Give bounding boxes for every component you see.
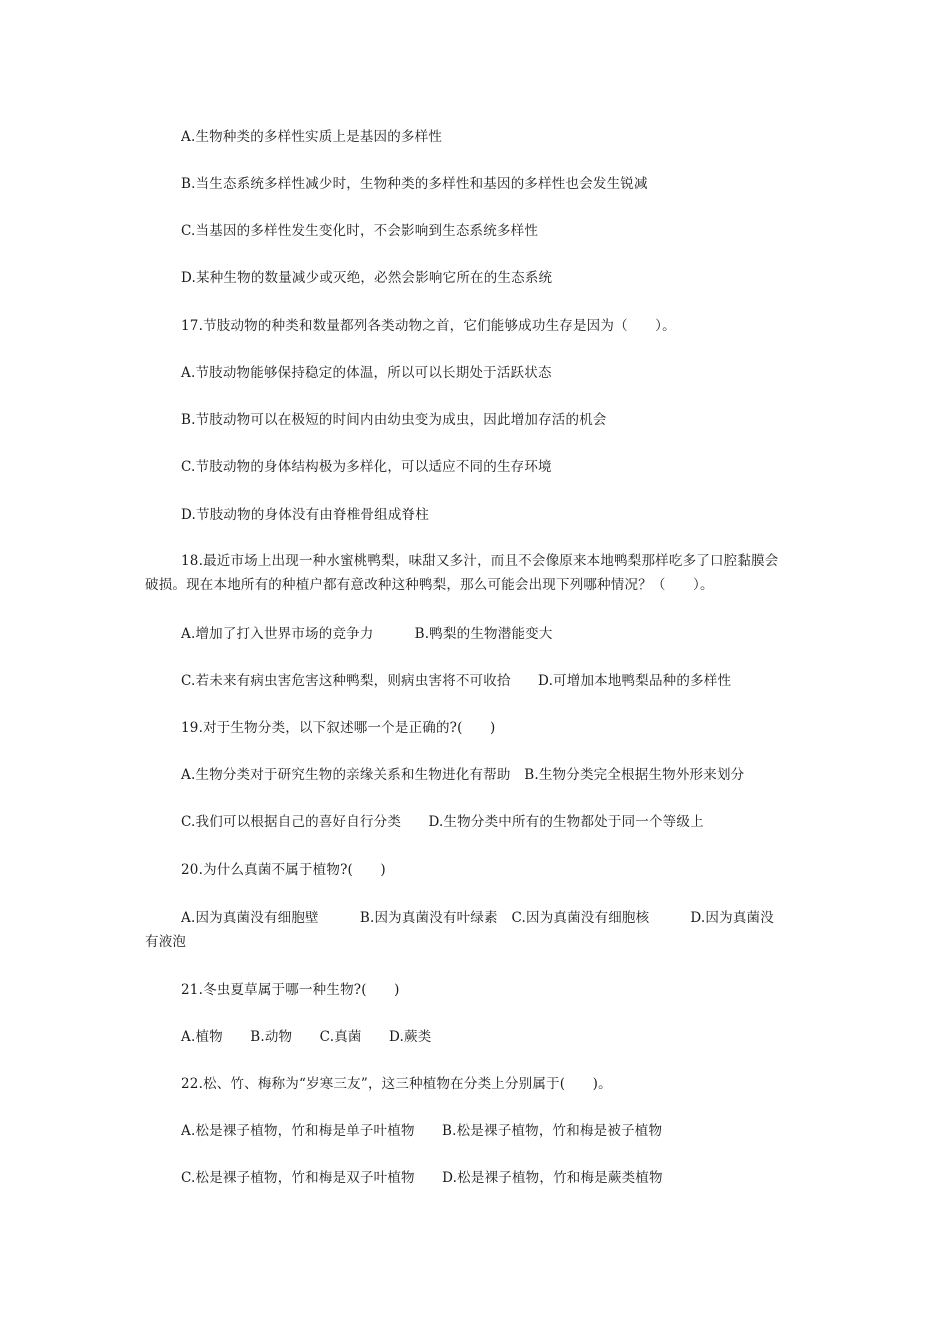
q18-question-line1: 18.最近市场上出现一种水蜜桃鸭梨，味甜又多汁，而且不会像原来本地鸭梨那样吃多了口腔黏膜会: [181, 553, 779, 569]
q21-options: A.植物 B.动物 C.真菌 D.蕨类: [181, 1029, 432, 1045]
q19-options-ab: A.生物分类对于研究生物的亲缘关系和生物进化有帮助 B.生物分类完全根据生物外形来划分: [181, 767, 745, 783]
q16-option-d: D.某种生物的数量减少或灭绝，必然会影响它所在的生态系统: [181, 270, 553, 286]
q18-options-ab: A.增加了打入世界市场的竞争力 B.鸭梨的生物潜能变大: [181, 626, 553, 642]
q16-option-b: B.当生态系统多样性减少时，生物种类的多样性和基因的多样性也会发生锐减: [181, 176, 648, 192]
q18-options-cd: C.若未来有病虫害危害这种鸭梨，则病虫害将不可收拾 D.可增加本地鸭梨品种的多样性: [181, 673, 732, 689]
q19-options-cd: C.我们可以根据自己的喜好自行分类 D.生物分类中所有的生物都处于同一个等级上: [181, 814, 704, 830]
q20-options-line1: A.因为真菌没有细胞壁 B.因为真菌没有叶绿素 C.因为真菌没有细胞核 D.因为真菌没: [181, 910, 774, 926]
q18-question-line2: 破损。现在本地所有的种植户都有意改种这种鸭梨，那么可能会出现下列哪种情况？（ ）。: [145, 577, 714, 593]
q16-option-c: C.当基因的多样性发生变化时，不会影响到生态系统多样性: [181, 223, 539, 239]
q17-question: 17.节肢动物的种类和数量都列各类动物之首，它们能够成功生存是因为（ ）。: [181, 318, 676, 334]
q17-option-c: C.节肢动物的身体结构极为多样化，可以适应不同的生存环境: [181, 459, 552, 475]
q22-question: 22.松、竹、梅称为“岁寒三友”，这三种植物在分类上分别属于( )。: [181, 1076, 612, 1092]
q21-question: 21.冬虫夏草属于哪一种生物?( ): [181, 982, 400, 998]
q20-options-line2: 有液泡: [145, 934, 187, 950]
q17-option-d: D.节肢动物的身体没有由脊椎骨组成脊柱: [181, 507, 429, 523]
q22-options-cd: C.松是裸子植物，竹和梅是双子叶植物 D.松是裸子植物，竹和梅是蕨类植物: [181, 1170, 663, 1186]
q17-option-a: A.节肢动物能够保持稳定的体温，所以可以长期处于活跃状态: [181, 365, 552, 381]
q16-option-a: A.生物种类的多样性实质上是基因的多样性: [181, 129, 443, 145]
q22-options-ab: A.松是裸子植物，竹和梅是单子叶植物 B.松是裸子植物，竹和梅是被子植物: [181, 1123, 663, 1139]
q19-question: 19.对于生物分类，以下叙述哪一个是正确的?( ): [181, 720, 496, 736]
q20-question: 20.为什么真菌不属于植物?( ): [181, 862, 386, 878]
q17-option-b: B.节肢动物可以在极短的时间内由幼虫变为成虫，因此增加存活的机会: [181, 412, 607, 428]
